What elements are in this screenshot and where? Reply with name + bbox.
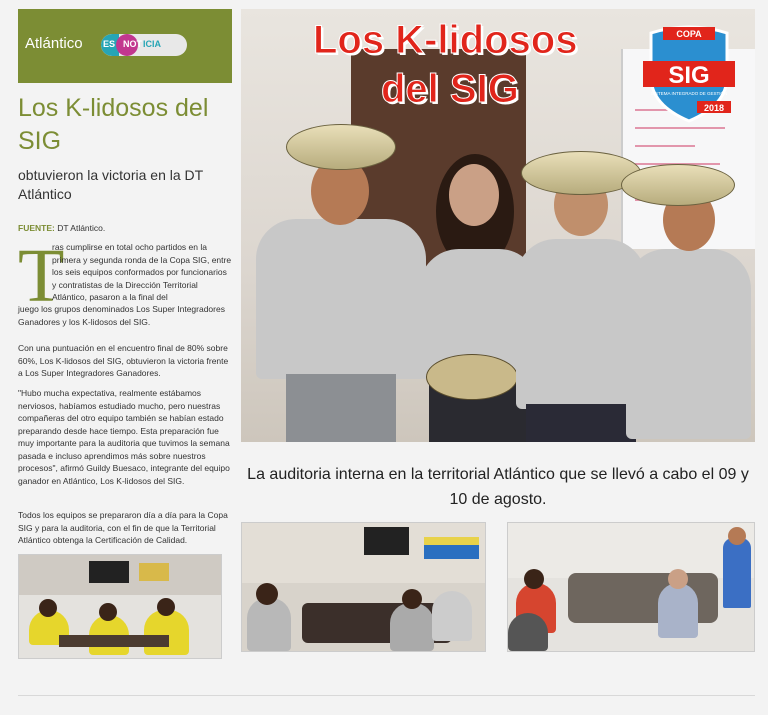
drop-cap: T bbox=[18, 234, 65, 318]
badge-copa-text: COPA bbox=[676, 29, 702, 39]
logo-noticia-text-b: ICIA bbox=[143, 39, 161, 49]
paragraph-1-end: juego los grupos denominados Los Super Integradores Ganadores y los K-lidosos del SIG. bbox=[18, 304, 225, 327]
badge-subtitle-text: SISTEMA INTEGRADO DE GESTIÓN bbox=[650, 91, 728, 96]
audit-caption: La auditoria interna en la territorial Atlántico que se llevó a cabo el 09 y 10 de agosto. bbox=[247, 466, 749, 508]
team-photo bbox=[241, 9, 755, 442]
copa-sig-badge bbox=[641, 25, 737, 125]
article-source bbox=[18, 223, 105, 233]
source-value: DT Atlántico. bbox=[57, 223, 106, 233]
audit-meeting-photo-2 bbox=[507, 522, 755, 652]
paragraph-4: Todos los equipos se prepararon día a día para la Copa SIG y para la auditoria, con el fin de que la Territorial Atlántico obtenga la Certificación de Calidad. bbox=[18, 510, 228, 545]
es-noticia-logo bbox=[101, 34, 187, 56]
region-label: Atlántico bbox=[25, 35, 83, 52]
article-title: Los K-lidosos del SIG bbox=[18, 94, 209, 155]
team-preparation-photo bbox=[18, 554, 222, 659]
audit-meeting-photo-1 bbox=[241, 522, 486, 652]
logo-es-text: ES bbox=[103, 39, 116, 49]
badge-year-text: 2018 bbox=[703, 103, 725, 113]
badge-sig-text: SIG bbox=[668, 62, 710, 89]
header-banner bbox=[18, 9, 232, 83]
photo-overlay-title-line2: del SIG bbox=[381, 67, 519, 111]
paragraph-2: Con una puntuación en el encuentro final de 80% sobre 60%, Los K-lidosos del SIG, obtuvieron la victoria frente a Los Super Integradores Ganadores. bbox=[18, 343, 229, 378]
photo-overlay-title-line1: Los K-lidosos bbox=[313, 18, 578, 62]
article-subtitle: obtuvieron la victoria en la DT Atlántico bbox=[18, 167, 203, 202]
paragraph-1-start: ras cumplirse en total ocho partidos en la primera y segunda ronda de la Copa SIG, entre los seis equipos conformados por funcionarios y contratistas de la Dirección Territorial Atlántico, pasaron a la final del bbox=[52, 242, 232, 302]
paragraph-3-quote: "Hubo mucha expectativa, realmente estábamos nerviosos, habíamos estudiado mucho, pero nuestras compañeras del otro equipo también se habían estado preparando desde hace tiempo. Esta preparación fue muy importante para la auditoria que tuvimos la semana pasada e incluso aprendimos más sobre nuestros procesos", afirmó Guildy Buesaco, integrante del equipo ganador en Atlántico, Los K-lidosos del SIG. bbox=[18, 388, 230, 486]
logo-noticia-text-a: NOT bbox=[123, 39, 142, 49]
footer-divider bbox=[18, 695, 755, 696]
source-label: FUENTE: bbox=[18, 223, 55, 233]
